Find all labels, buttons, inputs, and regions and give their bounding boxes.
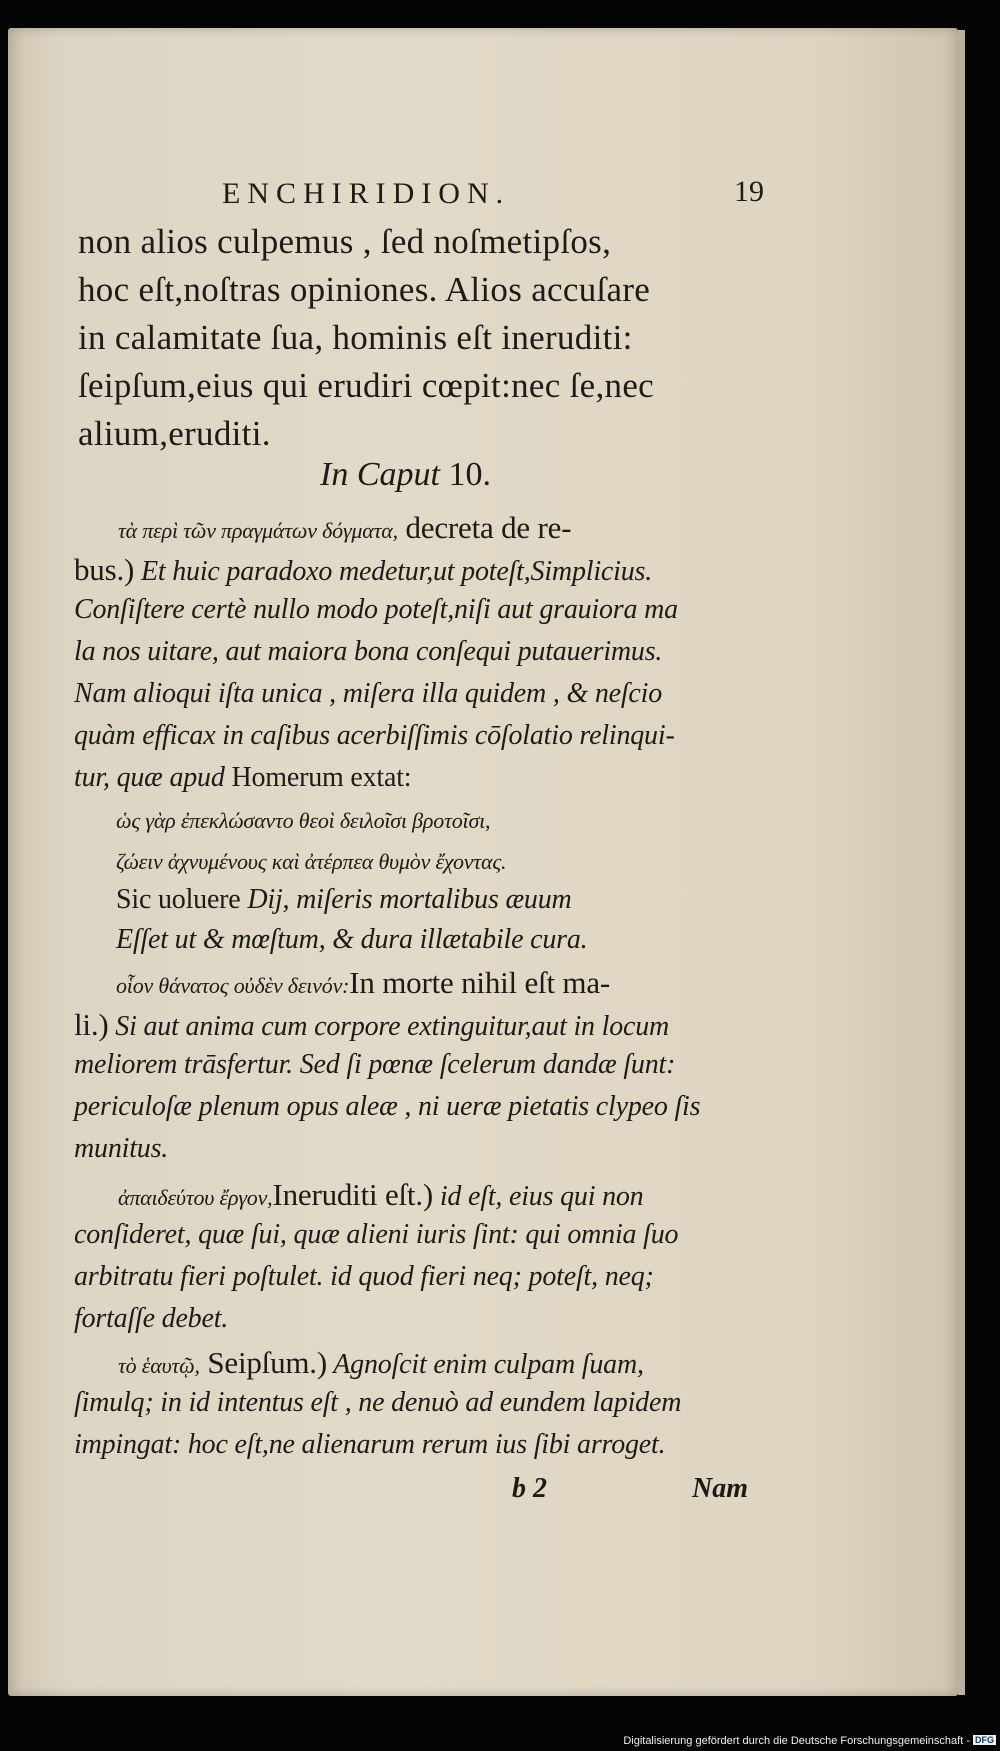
body-line: non alios culpemus , ſed noſmetipſos, — [78, 222, 612, 261]
lemma-translation: decreta de re- — [397, 510, 572, 545]
commentary-line — [74, 552, 652, 588]
section-heading — [320, 456, 491, 494]
commentary-line: fortaſſe debet. — [74, 1303, 229, 1334]
commentary-line: arbitratu fieri poſtulet. id quod fieri neq; poteſt, neq; — [74, 1261, 654, 1292]
greek-lemma: τὸ ἑαυτῷ, — [118, 1353, 200, 1378]
body-line: in calamitate ſua, hominis eſt ineruditi: — [78, 318, 633, 357]
commentary-line — [74, 1007, 669, 1043]
commentary-line: ſimulq; in id intentus eſt , ne denuò ad eundem lapidem — [74, 1387, 682, 1418]
verse-text-roman: Sic uoluere — [116, 884, 248, 915]
commentary-line — [118, 1177, 643, 1213]
page-edge — [958, 30, 965, 1695]
greek-verse: ζώειν ἀχνυμένους καὶ ἀτέρπεα θυμὸν ἔχοντας. — [116, 849, 507, 874]
lemma-translation: Seipſum.) — [199, 1345, 327, 1380]
catchword: Nam — [692, 1473, 748, 1504]
commentary-line: conſideret, quæ ſui, quæ alieni iuris ſint: qui omnia ſuo — [74, 1219, 679, 1250]
running-title: ENCHIRIDION. — [222, 177, 511, 210]
greek-verse: ὡς γὰρ ἐπεκλώσαντο θεοὶ δειλοῖσι βροτοῖσι, — [116, 808, 491, 833]
verse-text: Dij, miſeris mortalibus æuum — [247, 884, 572, 915]
credit-text: Digitalisierung gefördert durch die Deutsche Forschungsgemeinschaft - — [623, 1735, 970, 1747]
commentary-line — [118, 510, 571, 546]
commentary-line — [118, 1345, 644, 1381]
lemma-translation: Ineruditi eſt.) — [272, 1177, 434, 1212]
commentary-line: munitus. — [74, 1133, 169, 1164]
commentary-text: Agnoſcit enim culpam ſuam, — [326, 1349, 644, 1380]
commentary-text: id eſt, eius qui non — [433, 1181, 644, 1212]
commentary-text-roman: Homerum extat: — [231, 762, 412, 793]
commentary-line: Conſiſtere certè nullo modo poteſt,niſi aut grauiora ma — [74, 594, 678, 625]
dfg-logo: DFG — [975, 1735, 994, 1745]
body-line: hoc eſt,noſtras opiniones. Alios accuſare — [78, 270, 651, 309]
commentary-line — [116, 965, 610, 1001]
verse-line-latin: Eſſet ut & mœſtum, & dura illætabile cura. — [116, 924, 588, 955]
commentary-text: Si aut anima cum corpore extinguitur,aut in locum — [108, 1011, 670, 1042]
signature-mark: b 2 — [512, 1473, 547, 1504]
body-line: alium,eruditi. — [78, 414, 271, 453]
greek-lemma: τὰ περὶ τῶν πραγμάτων δόγματα, — [118, 518, 398, 543]
commentary-line: Nam alioqui iſta unica , miſera illa quidem , & neſcio — [74, 678, 663, 709]
section-heading-label: In Caput — [320, 456, 440, 493]
commentary-text: tur, quæ apud — [74, 762, 232, 793]
lemma-translation: In morte nihil eſt ma- — [349, 965, 611, 1000]
folio-number: 19 — [734, 175, 764, 208]
verse-line-greek — [116, 804, 490, 836]
commentary-line: meliorem trāsfertur. Sed ſi pœnæ ſcelerum dandæ ſunt: — [74, 1049, 676, 1080]
commentary-text: Et huic paradoxo medetur,ut poteſt,Simplicius. — [134, 556, 653, 587]
verse-line-greek — [116, 845, 506, 877]
commentary-line: impingat: hoc eſt,ne alienarum rerum ius ſibi arroget. — [74, 1429, 666, 1460]
commentary-line: periculoſæ plenum opus aleæ , ni ueræ pietatis clypeo ſis — [74, 1091, 701, 1122]
body-line: ſeipſum,eius qui erudiri cœpit:nec ſe,nec — [78, 366, 655, 405]
lemma-translation: bus.) — [74, 552, 135, 587]
greek-lemma: οἷον θάνατος οὐδὲν δεινόν: — [116, 973, 350, 998]
commentary-line: la nos uitare, aut maiora bona conſequi putauerimus. — [74, 636, 663, 667]
section-heading-number: 10. — [448, 456, 491, 493]
commentary-line — [74, 762, 411, 794]
lemma-translation: li.) — [74, 1007, 109, 1042]
commentary-line: quàm efficax in caſibus acerbiſſimis cōſolatio relinqui- — [74, 720, 675, 751]
verse-line-latin — [116, 884, 572, 916]
greek-lemma: ἀπαιδεύτου ἔργον, — [118, 1185, 273, 1210]
digitization-credit — [623, 1735, 996, 1747]
